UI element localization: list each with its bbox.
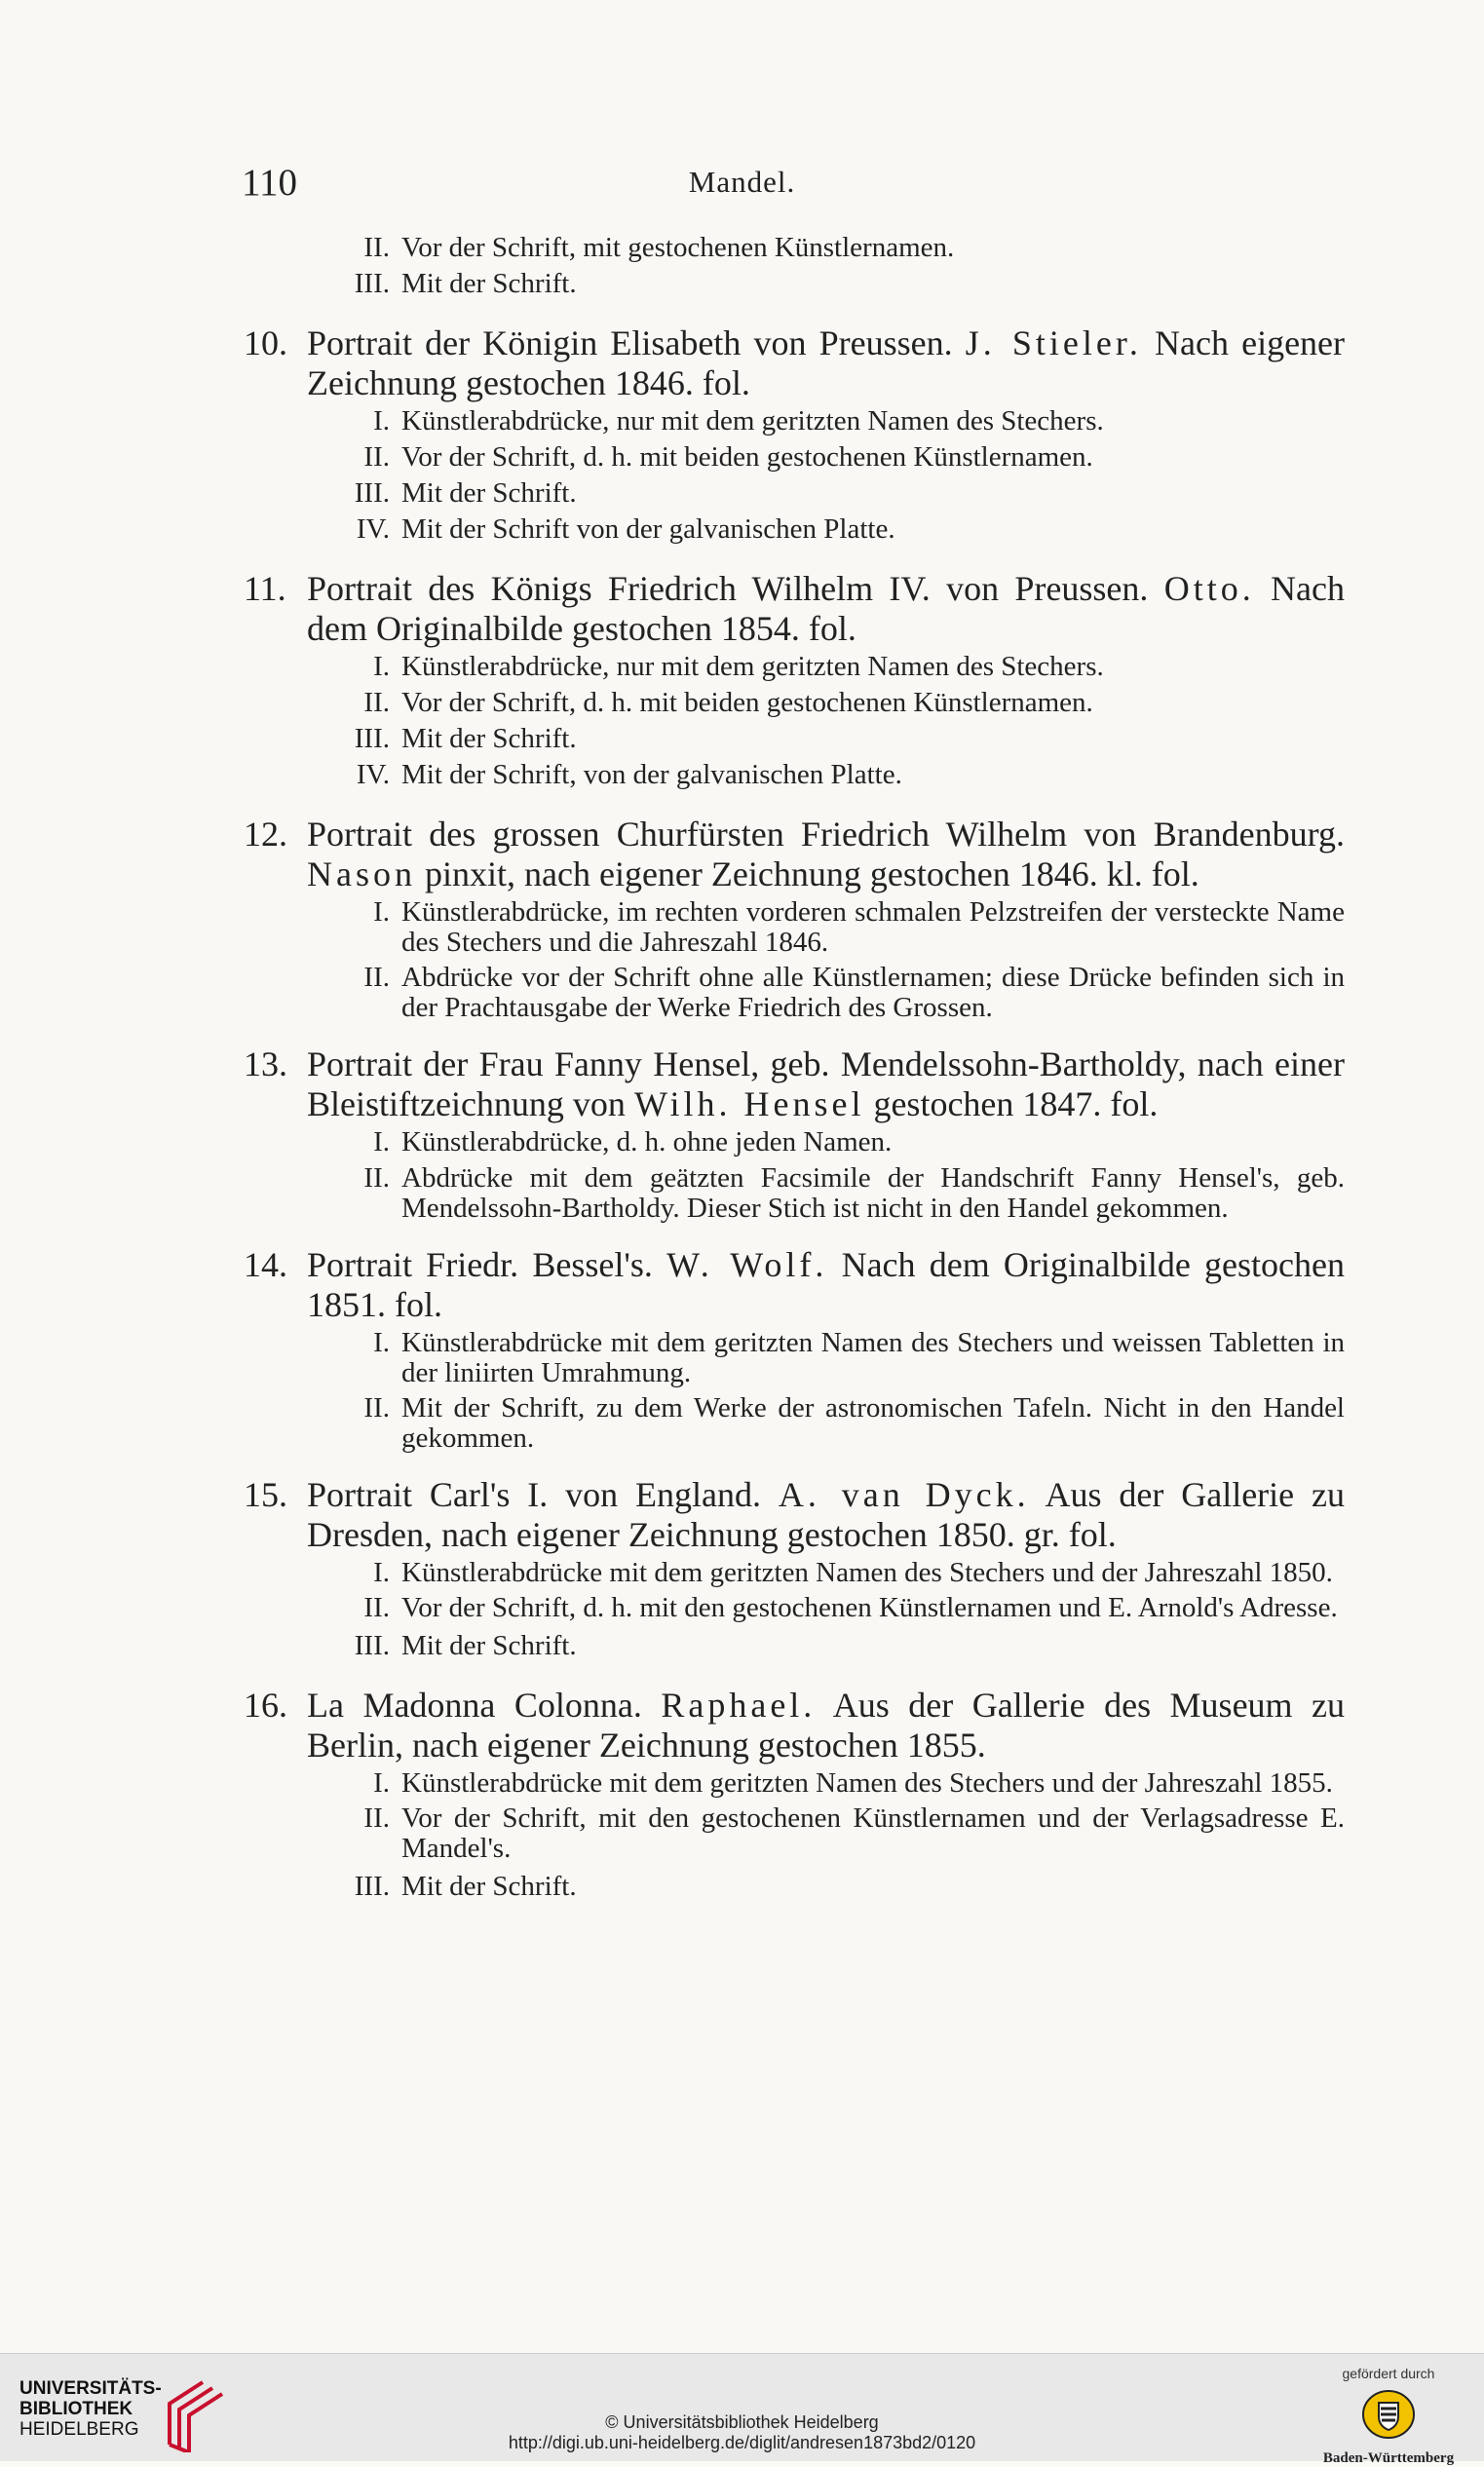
catalogue-entry — [244, 1475, 1345, 1664]
entry-heading: 14. Portrait Friedr. Bessel's. W. Wolf. Nach dem Originalbilde gestochen 1851. fol. — [244, 1245, 1346, 1324]
entry-number: 16. — [244, 1686, 287, 1725]
artist-name: Nason — [307, 854, 416, 893]
state-line: II. Vor der Schrift, d. h. mit den gestochenen Künstlernamen und E. Arnold's Adresse. — [363, 1592, 1338, 1623]
state-line: I. Künstlerabdrücke, d. h. ohne jeden Namen. — [373, 1126, 893, 1158]
funder-name: Baden-Württemberg — [1322, 2450, 1455, 2466]
state-line: II. Abdrücke vor der Schrift ohne alle Künstlernamen; diese Drücke befinden sich in der Prachtausgabe der Werke Friedrich des Grossen. — [363, 962, 1345, 1023]
page-number: 110 — [242, 162, 298, 204]
state-line: I. Künstlerabdrücke mit dem geritzten Namen des Stechers und der Jahreszahl 1850. — [373, 1557, 1333, 1588]
state-line: I. Künstlerabdrücke mit dem geritzten Namen des Stechers und weissen Tabletten in der liniirten Umrahmung. — [373, 1327, 1345, 1388]
artist-name: Otto. — [1163, 569, 1255, 608]
entry-heading: 15. Portrait Carl's I. von England. A. van Dyck. Aus der Gallerie zu Dresden, nach eigener Zeichnung gestochen 1850. gr. fol. — [244, 1475, 1346, 1554]
entry-heading: 12. Portrait des grossen Churfürsten Friedrich Wilhelm von Brandenburg. Nason pinxit, nach eigener Zeichnung gestochen 1846. kl. fol. — [244, 815, 1345, 893]
catalogue-entry — [244, 1686, 1345, 1905]
library-logo[interactable]: UNIVERSITÄTS- BIBLIOTHEK HEIDELBERG — [19, 2378, 162, 2440]
state-line: I. Künstlerabdrücke mit dem geritzten Namen des Stechers und der Jahreszahl 1855. — [373, 1767, 1333, 1799]
permalink-url[interactable]: http://digi.ub.uni-heidelberg.de/diglit/andresen1873bd2/0120 — [508, 2433, 976, 2452]
state-line: II. Vor der Schrift, mit gestochenen Künstlernamen. — [363, 232, 955, 263]
running-head — [0, 161, 1484, 209]
catalogue-entry — [244, 323, 1345, 548]
entry-number: 14. — [244, 1245, 287, 1284]
state-line: III. Mit der Schrift. — [354, 477, 577, 509]
state-line: I. Künstlerabdrücke, im rechten vorderen schmalen Pelzstreifen der versteckte Name des Stechers und die Jahreszahl 1846. — [373, 896, 1345, 958]
entry-heading: 16. La Madonna Colonna. Raphael. Aus der Gallerie des Museum zu Berlin, nach eigener Zeichnung gestochen 1855. — [244, 1686, 1345, 1765]
artist-name: J. Stieler. — [965, 323, 1142, 362]
funder-logo[interactable] — [1311, 2366, 1466, 2467]
state-line: III. Mit der Schrift. — [354, 723, 577, 754]
state-line: II. Abdrücke mit dem geätzten Facsimile der Handschrift Fanny Hensel's, geb. Mendelssohn-Bartholdy. Dieser Stich ist nicht in den Handel gekommen. — [363, 1162, 1345, 1224]
state-line: II. Mit der Schrift, zu dem Werke der astronomischen Tafeln. Nicht in den Handel gekommen. — [363, 1392, 1345, 1454]
catalogue-text — [244, 230, 1345, 1905]
coat-of-arms-icon — [1361, 2389, 1416, 2440]
state-line: II. Vor der Schrift, mit den gestochenen Künstlernamen und der Verlagsadresse E. Mandel's. — [363, 1803, 1345, 1864]
catalogue-entry — [244, 1044, 1345, 1224]
state-line: I. Künstlerabdrücke, nur mit dem geritzten Namen des Stechers. — [373, 405, 1104, 436]
entry-number: 10. — [244, 323, 287, 362]
entry-number: 13. — [244, 1044, 287, 1083]
viewer-footer — [0, 2353, 1484, 2466]
artist-name: A. van Dyck. — [778, 1475, 1030, 1514]
footer-credits — [0, 2412, 1484, 2453]
artist-name: Wilh. Hensel — [633, 1084, 865, 1123]
state-line: II. Vor der Schrift, d. h. mit beiden gestochenen Künstlernamen. — [363, 441, 1093, 473]
running-title: Mandel. — [688, 165, 796, 199]
funded-by-label: gefördert durch — [1342, 2366, 1435, 2381]
state-line: II. Vor der Schrift, d. h. mit beiden gestochenen Künstlernamen. — [363, 687, 1093, 718]
artist-name: W. Wolf. — [666, 1245, 828, 1284]
catalogue-entry — [244, 815, 1345, 1023]
state-line: III. Mit der Schrift. — [354, 268, 577, 299]
entry-heading: 10. Portrait der Königin Elisabeth von Preussen. J. Stieler. Nach eigener Zeichnung gestochen 1846. fol. — [244, 323, 1346, 402]
state-line: IV. Mit der Schrift von der galvanischen Platte. — [356, 513, 895, 545]
entry-number: 11. — [244, 569, 286, 608]
catalogue-entry — [244, 1245, 1345, 1454]
state-line: III. Mit der Schrift. — [354, 1630, 577, 1661]
state-line: I. Künstlerabdrücke, nur mit dem geritzten Namen des Stechers. — [373, 651, 1104, 682]
entry-heading: 13. Portrait der Frau Fanny Hensel, geb. Mendelssohn-Bartholdy, nach einer Bleistiftzeichnung von Wilh. Hensel gestochen 1847. fol. — [244, 1044, 1345, 1123]
copyright-text: © Universitätsbibliothek Heidelberg — [605, 2412, 879, 2432]
catalogue-entry — [244, 569, 1345, 793]
entry-heading: 11. Portrait des Königs Friedrich Wilhelm IV. von Preussen. Otto. Nach dem Originalbilde gestochen 1854. fol. — [244, 569, 1346, 648]
state-line: IV. Mit der Schrift, von der galvanischen Platte. — [356, 759, 902, 790]
entry-number: 15. — [244, 1475, 287, 1514]
entry-number: 12. — [244, 815, 287, 854]
artist-name: Raphael. — [661, 1686, 817, 1725]
state-line: III. Mit der Schrift. — [354, 1871, 577, 1902]
